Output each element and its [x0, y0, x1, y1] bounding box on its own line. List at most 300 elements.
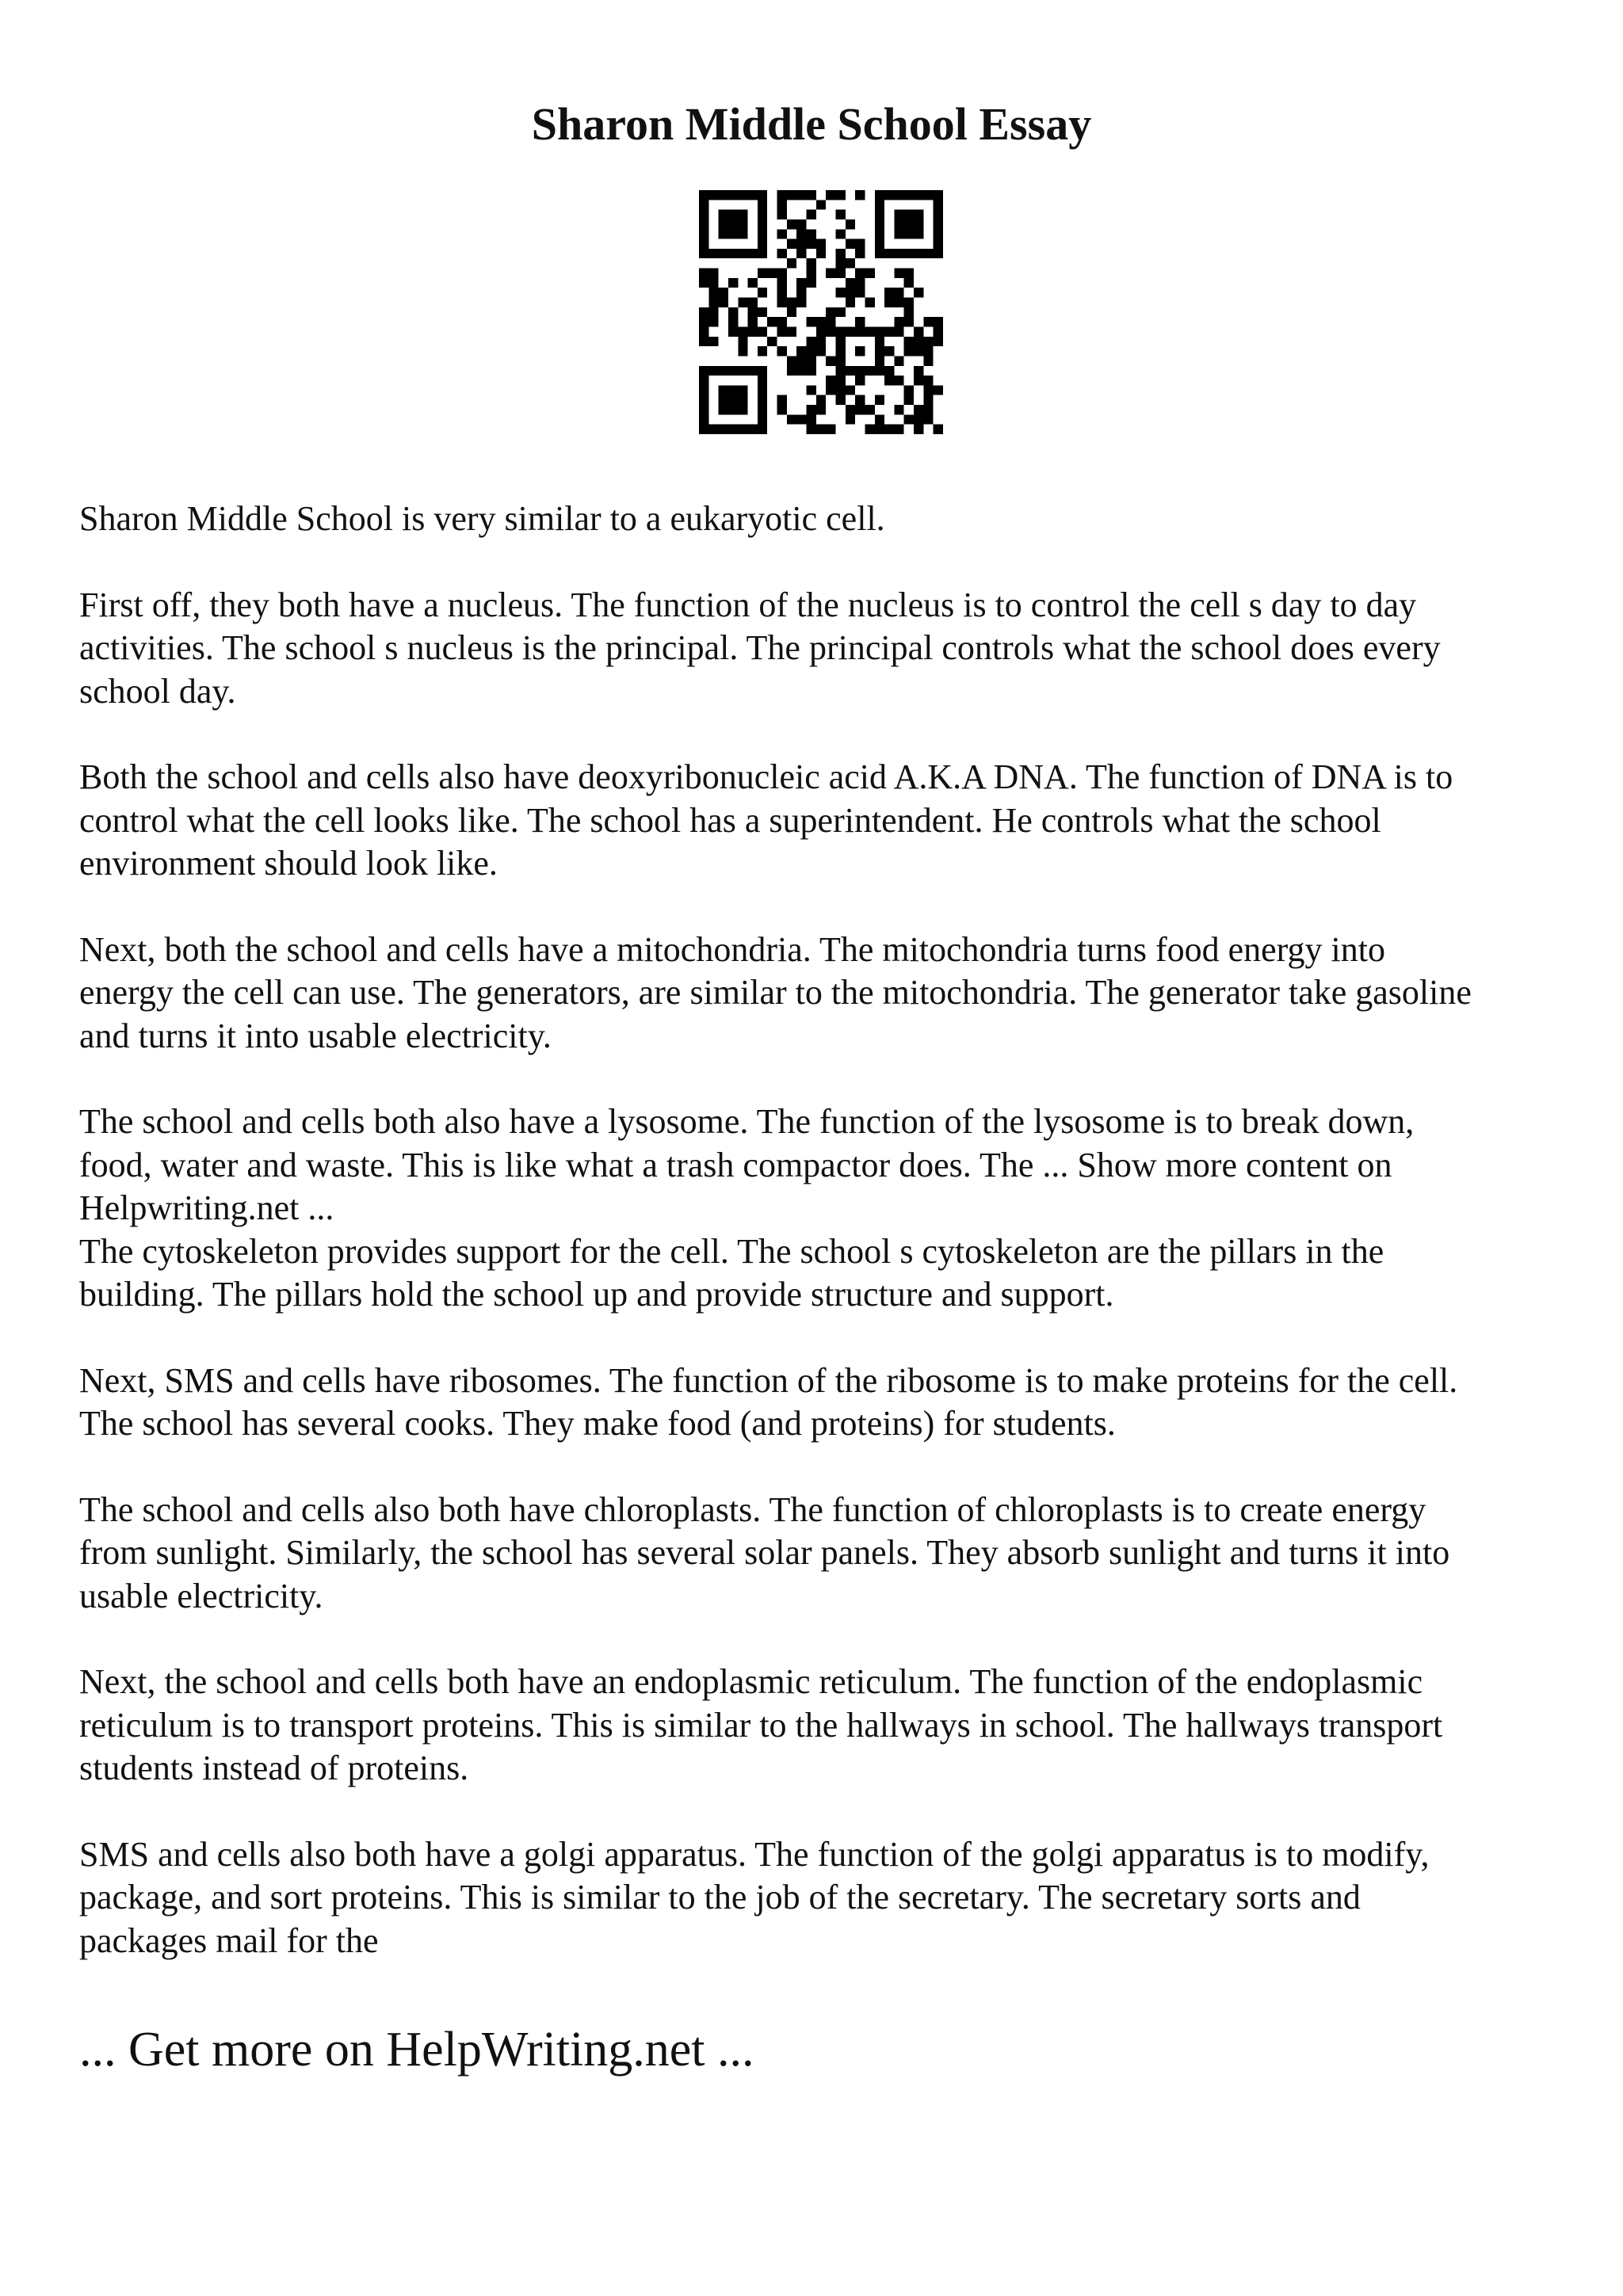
qr-module	[758, 229, 767, 238]
qr-module	[846, 258, 855, 268]
qr-module	[758, 219, 767, 229]
qr-module	[884, 326, 894, 336]
qr-module	[719, 395, 728, 405]
text-line: The cytoskeleton provides support for the cell. The school s cytoskeleton are the pillars in the	[79, 1231, 1384, 1271]
text-line: Next, the school and cells both have an endoplasmic reticulum. The function of the endoplasmic	[79, 1662, 1423, 1701]
qr-module	[855, 288, 865, 297]
qr-module	[923, 395, 933, 405]
qr-module	[758, 376, 767, 385]
qr-module	[699, 337, 708, 346]
qr-module	[835, 385, 845, 395]
qr-module	[708, 425, 718, 434]
essay-paragraph	[79, 1100, 1569, 1230]
qr-module	[748, 326, 758, 336]
qr-module	[748, 298, 758, 307]
qr-module	[787, 356, 796, 365]
text-line: control what the cell looks like. The school has a superintendent. He controls what the school	[79, 800, 1381, 840]
qr-code-icon	[699, 190, 943, 434]
qr-module	[914, 346, 923, 356]
qr-module	[807, 414, 816, 424]
qr-module	[708, 190, 718, 200]
qr-module	[816, 239, 826, 249]
qr-module	[807, 190, 816, 200]
qr-module	[855, 346, 865, 356]
qr-module	[884, 298, 894, 307]
qr-module	[846, 219, 855, 229]
qr-module	[807, 278, 816, 288]
qr-module	[807, 239, 816, 249]
qr-module	[699, 376, 708, 385]
qr-module	[904, 210, 914, 219]
qr-module	[846, 405, 855, 414]
qr-module	[758, 326, 767, 336]
qr-module	[923, 356, 933, 365]
qr-module	[708, 366, 718, 376]
qr-module	[738, 395, 747, 405]
qr-module	[699, 395, 708, 405]
qr-module	[894, 317, 903, 326]
qr-module	[728, 249, 738, 258]
qr-module	[875, 337, 884, 346]
qr-module	[894, 210, 903, 219]
essay-paragraph	[79, 1360, 1569, 1446]
qr-module	[719, 366, 728, 376]
qr-module	[855, 376, 865, 385]
qr-module	[807, 210, 816, 219]
qr-module	[699, 414, 708, 424]
qr-module	[738, 190, 747, 200]
qr-module	[816, 395, 826, 405]
qr-module	[923, 385, 933, 395]
qr-module	[777, 346, 787, 356]
page-title: Sharon Middle School Essay	[531, 98, 1092, 150]
qr-module	[904, 395, 914, 405]
qr-module	[865, 425, 874, 434]
qr-module	[787, 239, 796, 249]
essay-paragraph	[79, 584, 1569, 714]
qr-module	[738, 366, 747, 376]
qr-module	[748, 317, 758, 326]
essay-paragraph	[79, 1230, 1569, 1317]
qr-module	[826, 269, 835, 278]
text-line: from sunlight. Similarly, the school has several solar panels. They absorb sunlight and turns it into	[79, 1533, 1450, 1572]
qr-module	[934, 219, 943, 229]
qr-module	[923, 376, 933, 385]
qr-module	[846, 414, 855, 424]
qr-module	[796, 356, 806, 365]
qr-module	[923, 405, 933, 414]
qr-module	[787, 326, 796, 336]
qr-module	[719, 219, 728, 229]
qr-module	[738, 425, 747, 434]
qr-module	[855, 326, 865, 336]
qr-module	[748, 190, 758, 200]
text-line: students instead of proteins.	[79, 1749, 469, 1787]
qr-module	[708, 288, 718, 297]
qr-module	[826, 425, 835, 434]
qr-module	[787, 298, 796, 307]
qr-module	[923, 414, 933, 424]
qr-module	[699, 239, 708, 249]
qr-module	[934, 239, 943, 249]
qr-module	[826, 356, 835, 365]
qr-module	[865, 269, 874, 278]
qr-module	[816, 200, 826, 209]
qr-module	[894, 356, 903, 365]
qr-module	[914, 326, 923, 336]
get-more-link[interactable]: ... Get more on HelpWriting.net ...	[79, 2023, 754, 2077]
qr-module	[875, 356, 884, 365]
qr-module	[835, 229, 845, 238]
qr-module	[777, 190, 787, 200]
qr-module	[758, 239, 767, 249]
qr-module	[904, 317, 914, 326]
qr-module	[796, 288, 806, 297]
qr-module	[934, 326, 943, 336]
qr-module	[855, 366, 865, 376]
qr-module	[796, 190, 806, 200]
text-line: Next, SMS and cells have ribosomes. The function of the ribosome is to make proteins for the cell.	[79, 1360, 1458, 1400]
qr-module	[728, 425, 738, 434]
qr-module	[738, 219, 747, 229]
qr-module	[816, 346, 826, 356]
qr-module	[875, 346, 884, 356]
qr-module	[884, 376, 894, 385]
qr-module	[796, 229, 806, 238]
qr-module	[835, 258, 845, 268]
qr-module	[796, 249, 806, 258]
qr-module	[914, 405, 923, 414]
qr-module	[738, 229, 747, 238]
text-line: usable electricity.	[79, 1576, 323, 1615]
qr-module	[738, 405, 747, 414]
qr-module	[708, 307, 718, 317]
qr-module	[855, 249, 865, 258]
qr-module	[807, 366, 816, 376]
qr-module	[904, 278, 914, 288]
qr-module	[699, 326, 708, 336]
qr-module	[796, 239, 806, 249]
qr-module	[699, 405, 708, 414]
qr-module	[699, 229, 708, 238]
qr-module	[914, 249, 923, 258]
qr-module	[728, 385, 738, 395]
essay-paragraph	[79, 1489, 1569, 1619]
qr-module	[719, 210, 728, 219]
text-line: packages mail for the	[79, 1920, 379, 1960]
text-line: Next, both the school and cells have a mitochondria. The mitochondria turns food energy into	[79, 929, 1385, 969]
qr-module	[807, 356, 816, 365]
qr-module	[835, 376, 845, 385]
qr-module	[855, 405, 865, 414]
qr-module	[796, 414, 806, 424]
qr-module	[758, 385, 767, 395]
qr-module	[846, 326, 855, 336]
qr-module	[875, 395, 884, 405]
qr-module	[767, 337, 777, 346]
qr-module	[719, 190, 728, 200]
qr-module	[699, 200, 708, 209]
qr-module	[787, 258, 796, 268]
essay-paragraph	[79, 756, 1569, 886]
qr-module	[904, 298, 914, 307]
qr-module	[699, 190, 708, 200]
qr-module	[728, 190, 738, 200]
qr-module	[846, 385, 855, 395]
qr-module	[914, 190, 923, 200]
qr-module	[796, 346, 806, 356]
qr-module	[758, 269, 767, 278]
qr-module	[777, 269, 787, 278]
qr-module	[807, 346, 816, 356]
qr-module	[914, 210, 923, 219]
qr-module	[708, 298, 718, 307]
qr-module	[934, 385, 943, 395]
qr-module	[796, 298, 806, 307]
qr-module	[904, 190, 914, 200]
qr-module	[758, 210, 767, 219]
qr-module	[855, 269, 865, 278]
text-line: energy the cell can use. The generators, are similar to the mitochondria. The generator take gasoline	[79, 973, 1472, 1012]
qr-module	[728, 307, 738, 317]
qr-module	[816, 405, 826, 414]
qr-module	[835, 337, 845, 346]
qr-module	[738, 337, 747, 346]
qr-module	[904, 219, 914, 229]
qr-module	[816, 249, 826, 258]
qr-module	[758, 425, 767, 434]
qr-module	[708, 269, 718, 278]
qr-module	[846, 288, 855, 297]
qr-module	[875, 414, 884, 424]
qr-module	[699, 269, 708, 278]
qr-module	[748, 249, 758, 258]
text-line: food, water and waste. This is like what a trash compactor does. The ... Show more content on	[79, 1145, 1392, 1184]
qr-module	[934, 190, 943, 200]
qr-module	[835, 190, 845, 200]
qr-module	[719, 229, 728, 238]
qr-module	[777, 288, 787, 297]
qr-module	[914, 288, 923, 297]
qr-module	[835, 288, 845, 297]
qr-module	[826, 317, 835, 326]
qr-module	[855, 239, 865, 249]
qr-module	[934, 200, 943, 209]
qr-module	[748, 425, 758, 434]
qr-module	[758, 200, 767, 209]
qr-module	[728, 395, 738, 405]
qr-module	[777, 317, 787, 326]
qr-module	[884, 190, 894, 200]
qr-module	[894, 288, 903, 297]
qr-module	[777, 249, 787, 258]
essay-body	[79, 498, 1569, 2005]
qr-module	[875, 425, 884, 434]
qr-module	[865, 298, 874, 307]
qr-module	[914, 229, 923, 238]
qr-module	[826, 307, 835, 317]
qr-module	[875, 200, 884, 209]
qr-module	[758, 288, 767, 297]
qr-module	[758, 346, 767, 356]
text-line: First off, they both have a nucleus. The function of the nucleus is to control the cell s day to day	[79, 585, 1417, 624]
qr-module	[923, 337, 933, 346]
qr-module	[875, 249, 884, 258]
qr-module	[708, 249, 718, 258]
text-line: Helpwriting.net ...	[79, 1188, 334, 1227]
qr-module	[738, 385, 747, 395]
text-line: activities. The school s nucleus is the principal. The principal controls what the school does every	[79, 628, 1441, 667]
qr-module	[914, 219, 923, 229]
qr-module	[884, 288, 894, 297]
qr-module	[875, 366, 884, 376]
qr-module	[728, 278, 738, 288]
qr-module	[807, 425, 816, 434]
qr-module	[904, 229, 914, 238]
qr-module	[934, 249, 943, 258]
qr-module	[934, 317, 943, 326]
qr-code-graphic	[699, 190, 943, 434]
qr-module	[767, 269, 777, 278]
text-line: package, and sort proteins. This is similar to the job of the secretary. The secretary sorts and	[79, 1878, 1361, 1917]
qr-module	[846, 366, 855, 376]
qr-module	[894, 249, 903, 258]
qr-module	[934, 229, 943, 238]
text-line: SMS and cells also both have a golgi apparatus. The function of the golgi apparatus is to modify,	[79, 1834, 1430, 1874]
qr-module	[787, 219, 796, 229]
qr-module	[728, 219, 738, 229]
qr-module	[875, 219, 884, 229]
qr-module	[728, 405, 738, 414]
qr-module	[846, 278, 855, 288]
qr-module	[904, 249, 914, 258]
qr-module	[884, 366, 894, 376]
text-line: The school has several cooks. They make food (and proteins) for students.	[79, 1404, 1116, 1443]
qr-module	[934, 210, 943, 219]
qr-module	[914, 376, 923, 385]
qr-module	[719, 405, 728, 414]
qr-module	[904, 307, 914, 317]
qr-module	[846, 239, 855, 249]
qr-module	[816, 317, 826, 326]
qr-module	[777, 229, 787, 238]
qr-module	[719, 249, 728, 258]
qr-module	[894, 229, 903, 238]
qr-module	[826, 376, 835, 385]
qr-module	[699, 366, 708, 376]
qr-module	[708, 278, 718, 288]
essay-paragraph	[79, 1833, 1569, 1963]
qr-module	[884, 425, 894, 434]
qr-module	[758, 249, 767, 258]
qr-module	[807, 229, 816, 238]
qr-module	[699, 278, 708, 288]
qr-module	[884, 346, 894, 356]
qr-module	[728, 210, 738, 219]
qr-module	[758, 414, 767, 424]
qr-module	[934, 425, 943, 434]
qr-module	[904, 337, 914, 346]
qr-module	[767, 317, 777, 326]
text-line: Both the school and cells also have deoxyribonucleic acid A.K.A DNA. The function of DNA is to	[79, 757, 1453, 796]
qr-module	[699, 307, 708, 317]
qr-module	[894, 376, 903, 385]
qr-module	[914, 337, 923, 346]
qr-module	[758, 307, 767, 317]
qr-module	[835, 346, 845, 356]
qr-module	[728, 229, 738, 238]
qr-module	[728, 326, 738, 336]
text-line: and turns it into usable electricity.	[79, 1016, 552, 1055]
qr-module	[855, 190, 865, 200]
qr-module	[835, 366, 845, 376]
qr-module	[904, 414, 914, 424]
qr-module	[777, 405, 787, 414]
qr-module	[758, 366, 767, 376]
qr-module	[807, 405, 816, 414]
qr-module	[835, 249, 845, 258]
qr-module	[719, 288, 728, 297]
qr-module	[748, 307, 758, 317]
qr-module	[875, 210, 884, 219]
qr-module	[894, 190, 903, 200]
qr-module	[875, 190, 884, 200]
qr-module	[835, 356, 845, 365]
essay-paragraph	[79, 1661, 1569, 1791]
qr-module	[835, 307, 845, 317]
qr-module	[777, 395, 787, 405]
qr-module	[796, 219, 806, 229]
text-line: The school and cells both also have a lysosome. The function of the lysosome is to break down,	[79, 1102, 1415, 1141]
qr-module	[835, 326, 845, 336]
qr-module	[826, 326, 835, 336]
qr-module	[894, 269, 903, 278]
qr-module	[816, 425, 826, 434]
qr-module	[894, 326, 903, 336]
qr-module	[728, 366, 738, 376]
qr-module	[699, 219, 708, 229]
qr-module	[826, 190, 835, 200]
qr-module	[738, 346, 747, 356]
qr-module	[855, 317, 865, 326]
qr-module	[894, 425, 903, 434]
qr-module	[758, 190, 767, 200]
qr-module	[807, 385, 816, 395]
qr-module	[835, 269, 845, 278]
qr-module	[875, 229, 884, 238]
qr-module	[787, 414, 796, 424]
qr-module	[758, 395, 767, 405]
qr-module	[708, 337, 718, 346]
qr-module	[884, 249, 894, 258]
qr-module	[699, 425, 708, 434]
qr-module	[904, 346, 914, 356]
qr-module	[855, 395, 865, 405]
qr-module	[923, 317, 933, 326]
qr-module	[816, 326, 826, 336]
qr-module	[923, 190, 933, 200]
qr-module	[719, 385, 728, 395]
qr-module	[865, 405, 874, 414]
qr-module	[894, 298, 903, 307]
qr-module	[835, 210, 845, 219]
qr-module	[807, 258, 816, 268]
qr-module	[777, 200, 787, 209]
qr-module	[826, 385, 835, 395]
qr-module	[934, 337, 943, 346]
qr-module	[699, 210, 708, 219]
qr-module	[894, 405, 903, 414]
